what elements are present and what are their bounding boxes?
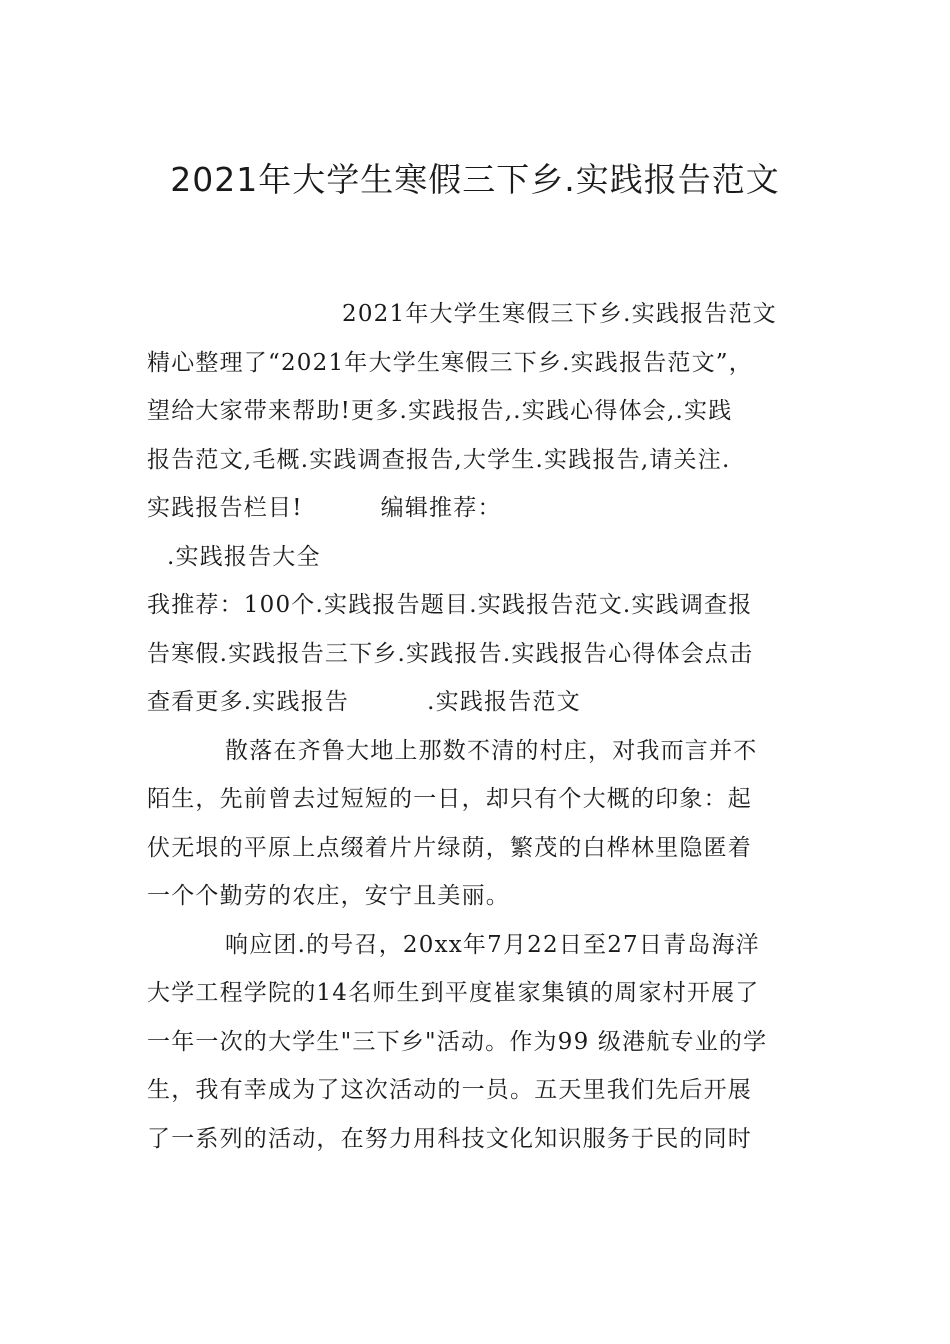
paragraph-line: 伏无垠的平原上点缀着片片绿荫，繁茂的白桦林里隐匿着	[147, 834, 752, 861]
document-body	[147, 290, 812, 1163]
paragraph-line: 了一系列的活动，在努力用科技文化知识服务于民的同时	[147, 1125, 752, 1152]
paragraph-line: 响应团.的号召，20xx年7月22日至27日青岛海洋	[225, 931, 760, 958]
paragraph-line: 一年一次的大学生"三下乡"活动。作为99 级港航专业的学	[147, 1028, 768, 1055]
intro-line	[147, 678, 812, 727]
intro-line: 精心整理了“2021年大学生寒假三下乡.实践报告范文”，	[147, 349, 753, 376]
more-link-text: 查看更多.实践报告	[147, 689, 350, 715]
page-title: 2021年大学生寒假三下乡.实践报告范文	[170, 160, 780, 199]
editor-recommend-label: 编辑推荐：	[380, 495, 502, 521]
intro-line: 望给大家带来帮助!更多.实践报告,.实践心得体会,.实践	[147, 398, 733, 424]
intro-line: 告寒假.实践报告三下乡.实践报告.实践报告心得体会点击	[147, 640, 754, 667]
sample-link-text: .实践报告范文	[427, 689, 581, 715]
intro-line: .实践报告大全	[167, 543, 321, 570]
paragraph-line: 散落在齐鲁大地上那数不清的村庄，对我而言并不	[225, 737, 758, 764]
paragraph-line: 陌生，先前曾去过短短的一日，却只有个大概的印象：起	[147, 786, 752, 812]
column-label: 实践报告栏目!	[147, 495, 303, 521]
paragraph-line: 生，我有幸成为了这次活动的一员。五天里我们先后开展	[147, 1077, 752, 1103]
intro-line: 报告范文,毛概.实践调查报告,大学生.实践报告,请关注.	[147, 446, 731, 473]
intro-line: 我推荐：100个.实践报告题目.实践报告范文.实践调查报	[147, 592, 753, 618]
intro-line	[147, 484, 812, 533]
paragraph-line: 一个个勤劳的农庄，安宁且美丽。	[147, 883, 510, 909]
paragraph-line: 大学工程学院的14名师生到平度崔家集镇的周家村开展了	[147, 980, 760, 1006]
intro-line: 2021年大学生寒假三下乡.实践报告范文	[342, 301, 777, 327]
